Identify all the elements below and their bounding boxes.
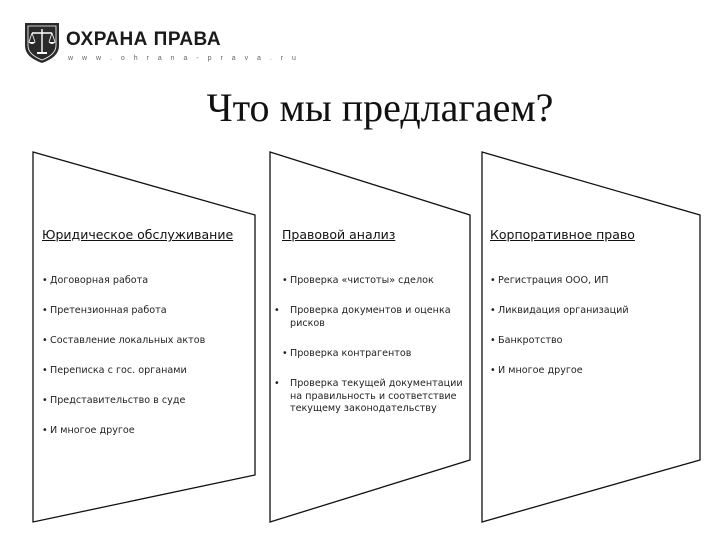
list-item: • Проверка контрагентов bbox=[282, 348, 412, 359]
list-item: • И многое другое bbox=[42, 425, 135, 436]
column-heading: Юридическое обслуживание bbox=[42, 227, 234, 242]
list-item: • Проверка «чистоты» сделок bbox=[282, 275, 434, 286]
column-heading: Правовой анализ bbox=[282, 227, 396, 242]
logo-url: w w w . o h r a n a - p r a v a . r u bbox=[68, 55, 300, 62]
list-item: • Регистрация ООО, ИП bbox=[490, 275, 609, 286]
list-item: • Договорная работа bbox=[42, 275, 149, 286]
list-item: • Составление локальных актов bbox=[42, 335, 206, 346]
list-item: • Представительство в суде bbox=[42, 395, 186, 406]
column-shape-legal-analysis bbox=[270, 152, 470, 522]
list-item: • И многое другое bbox=[490, 365, 583, 376]
list-item: • Переписка с гос. органами bbox=[42, 365, 187, 376]
list-item: • Проверка текущей документации на правильность и соответствие текущему законодательству bbox=[274, 378, 463, 414]
logo-name: ОХРАНА ПРАВА bbox=[66, 29, 222, 50]
list-item: • Проверка документов и оценка рисков bbox=[274, 305, 451, 329]
list-item: • Ликвидация организаций bbox=[490, 305, 629, 316]
column-heading: Корпоративное право bbox=[490, 227, 635, 242]
page-title: Что мы предлагаем? bbox=[206, 85, 554, 130]
list-item: • Претензионная работа bbox=[42, 305, 167, 316]
list-item: • Банкротство bbox=[490, 335, 563, 346]
